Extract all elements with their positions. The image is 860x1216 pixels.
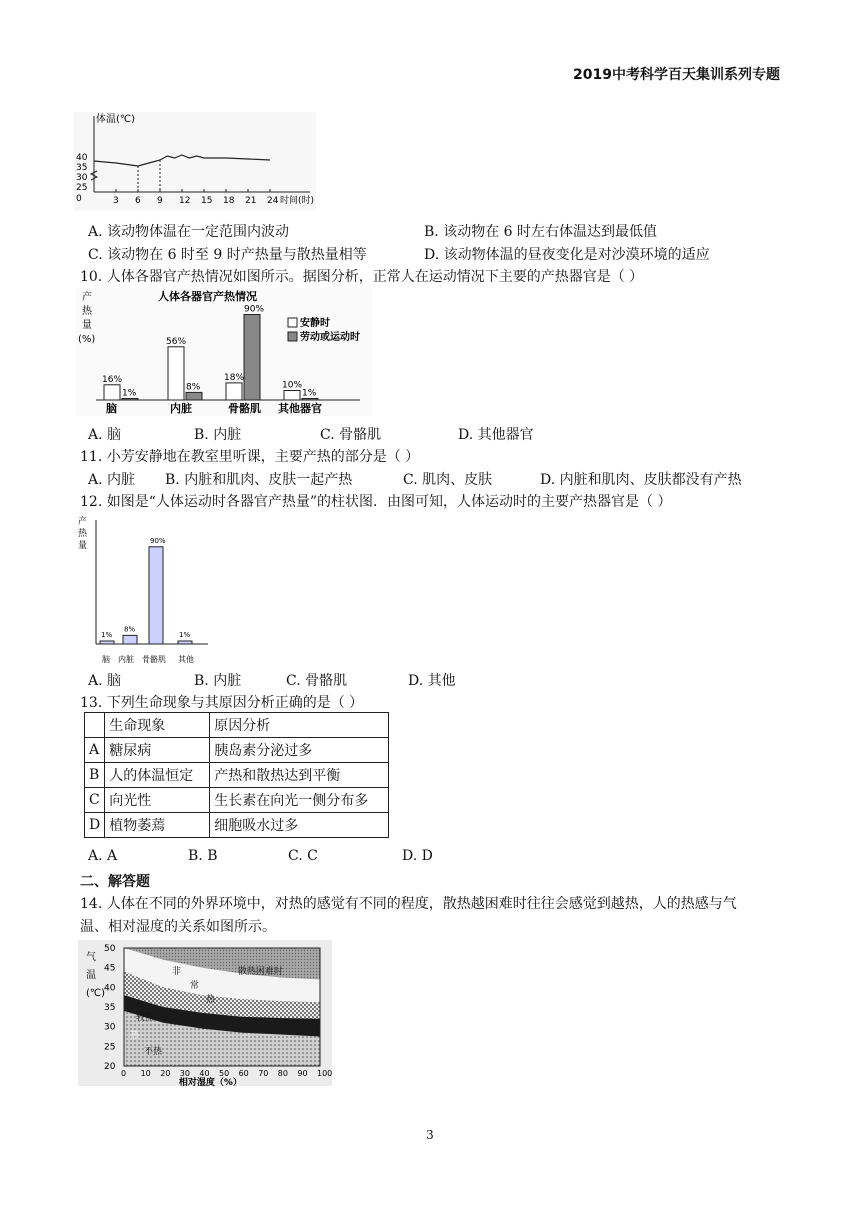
- legend-label: 劳动或运动时: [300, 332, 360, 343]
- table-cell: 人的体温恒定: [105, 763, 210, 788]
- bar-rest: [104, 385, 120, 400]
- bar-active: [244, 315, 260, 401]
- x-tick-label: 15: [201, 196, 213, 206]
- data-label: 1%: [179, 631, 191, 639]
- q9-option-b[interactable]: B. 该动物在 6 时左右体温达到最低值: [424, 224, 657, 240]
- y-tick-label: 30: [104, 1022, 116, 1033]
- y-tick-label: 20: [104, 1062, 116, 1072]
- table-cell: B: [85, 763, 105, 788]
- bar-rest: [284, 391, 300, 401]
- data-label: 8%: [124, 625, 136, 634]
- x-tick-label: 60: [238, 1069, 249, 1078]
- chart-title: 人体各器官产热情况: [158, 290, 257, 303]
- q10-option-a[interactable]: A. 脑: [88, 427, 122, 443]
- region-label: 常: [190, 981, 200, 991]
- x-tick-label: 50: [219, 1069, 230, 1078]
- bar-active: [186, 392, 202, 400]
- y-tick-label: 40: [76, 153, 88, 163]
- y-axis-label: 体温(℃): [96, 114, 136, 125]
- q10-option-d[interactable]: D. 其他器官: [458, 427, 534, 443]
- x-tick-label: 9: [157, 196, 163, 206]
- y-tick-label: 25: [104, 1042, 116, 1053]
- category-label: 脑: [106, 402, 117, 415]
- y-tick-label: 40: [104, 983, 116, 994]
- table-cell: 向光性: [105, 788, 210, 813]
- question-14-line-1: 14. 人体在不同的外界环境中，对热的感觉有不同的程度，散热越困难时往往会感觉到越热，人的热感与气: [80, 896, 737, 912]
- table-cell: 原因分析: [210, 713, 389, 738]
- table-cell: 细胞吸水过多: [210, 813, 389, 838]
- organ-heat-bar-chart: [76, 288, 372, 416]
- y-tick-label: 25: [76, 183, 88, 193]
- section-heading: 二、解答题: [80, 874, 150, 890]
- exercise-heat-bar-chart: [76, 512, 216, 668]
- data-label: 56%: [166, 336, 187, 347]
- y-tick-label: 35: [76, 163, 88, 173]
- y-axis-label: 温: [86, 970, 96, 981]
- y-tick-label: 50: [104, 944, 116, 954]
- question-11: 11. 小芳安静地在教室里听课，主要产热的部分是（ ）: [80, 449, 420, 465]
- q10-option-c[interactable]: C. 骨骼肌: [320, 427, 382, 443]
- table-cell: 生命现象: [105, 713, 210, 738]
- table-row: [85, 763, 389, 788]
- category-label: 内脏: [118, 655, 134, 664]
- table-cell: 糖尿病: [105, 738, 210, 763]
- table-cell: [85, 713, 105, 738]
- table-cell: D: [85, 813, 105, 838]
- legend-label: 安静时: [300, 318, 330, 329]
- q9-option-c[interactable]: C. 该动物在 6 时至 9 时产热量与散热量相等: [88, 247, 367, 263]
- x-tick-label: 70: [258, 1069, 269, 1078]
- x-tick-label: 21: [245, 196, 257, 206]
- table-cell: 植物萎蔫: [105, 813, 210, 838]
- region-label: 非: [172, 967, 182, 977]
- bar: [178, 641, 192, 644]
- q10-option-b[interactable]: B. 内脏: [194, 427, 242, 443]
- y-axis-label: (%): [78, 334, 96, 345]
- y-axis-label: (℃): [86, 988, 106, 999]
- category-label: 其他: [178, 655, 194, 664]
- q9-option-a[interactable]: A. 该动物体温在一定范围内波动: [88, 224, 290, 240]
- temperature-line-chart: [74, 112, 316, 210]
- region-label: 不热: [144, 1047, 163, 1057]
- page-header: 2019中考科学百天集训系列专题: [573, 67, 780, 83]
- data-label: 16%: [102, 374, 123, 385]
- data-label: 8%: [186, 382, 201, 393]
- legend-swatch-rest: [288, 318, 297, 327]
- bar-rest: [168, 347, 184, 400]
- table-cell: A: [85, 738, 105, 763]
- data-label: 18%: [224, 372, 245, 383]
- q11-option-a[interactable]: A. 内脏: [88, 472, 136, 488]
- x-tick-label: 80: [277, 1069, 288, 1078]
- question-14-line-2: 温、相对湿度的关系如图所示。: [80, 919, 276, 935]
- category-label: 其他器官: [278, 402, 322, 415]
- table-cell: 胰岛素分泌过多: [210, 738, 389, 763]
- category-label: 内脏: [170, 402, 192, 415]
- q11-option-c[interactable]: C. 肌肉、皮肤: [403, 472, 493, 488]
- page-number: 3: [426, 1128, 434, 1142]
- question-12: 12. 如图是“人体运动时各器官产热量”的柱状图．由图可知，人体运动时的主要产热器官是（ ）: [80, 494, 672, 510]
- question-13: 13. 下列生命现象与其原因分析正确的是（ ）: [80, 695, 364, 711]
- q12-option-d[interactable]: D. 其他: [408, 673, 456, 689]
- bar-active: [302, 399, 318, 401]
- region-label: 较热: [136, 1013, 155, 1023]
- y-tick-label: 30: [76, 173, 88, 183]
- y-tick-label: 35: [104, 1003, 116, 1013]
- y-axis-label: 量: [78, 541, 88, 551]
- y-axis-label: 产: [82, 292, 92, 303]
- y-axis-label: 产: [78, 517, 88, 527]
- question-10: 10. 人体各器官产热情况如图所示。据图分析，正常人在运动情况下主要的产热器官是（ ）: [80, 269, 644, 285]
- x-tick-label: 18: [223, 196, 235, 206]
- table-cell: 生长素在向光一侧分布多: [210, 788, 389, 813]
- q12-option-c[interactable]: C. 骨骼肌: [286, 673, 348, 689]
- y-axis-label: 气: [86, 952, 96, 963]
- x-tick-label: 100: [317, 1069, 332, 1078]
- bar-rest: [226, 383, 242, 400]
- data-label: 90%: [150, 536, 166, 545]
- q13-table: [84, 712, 389, 838]
- region-label: 散热困难时: [238, 967, 284, 977]
- q13-option-a[interactable]: A. A: [88, 848, 118, 864]
- x-tick-label: 3: [113, 196, 119, 206]
- category-label: 骨骼肌: [228, 402, 261, 415]
- category-label: 脑: [102, 655, 110, 664]
- x-tick-label: 30: [179, 1069, 190, 1078]
- x-tick-label: 24: [267, 196, 279, 206]
- q13-option-b[interactable]: B. B: [188, 848, 218, 864]
- bar: [123, 635, 137, 644]
- x-tick-label: 12: [179, 196, 191, 206]
- data-label: 1%: [302, 388, 317, 399]
- table-row: [85, 738, 389, 763]
- y-tick-label: 45: [104, 963, 116, 974]
- x-tick-label: 90: [297, 1069, 308, 1078]
- q11-option-d[interactable]: D. 内脏和肌肉、皮肤都没有产热: [540, 472, 742, 488]
- table-row: [85, 788, 389, 813]
- q11-option-b[interactable]: B. 内脏和肌肉、皮肤一起产热: [165, 472, 353, 488]
- region-label: 热: [206, 995, 216, 1005]
- q12-option-b[interactable]: B. 内脏: [194, 673, 242, 689]
- table-cell: C: [85, 788, 105, 813]
- data-label: 1%: [101, 631, 113, 639]
- table-header-row: [85, 713, 389, 738]
- y-axis-label: 热: [78, 529, 88, 539]
- x-tick-label: 6: [135, 196, 141, 206]
- table-row: [85, 813, 389, 838]
- q13-option-c[interactable]: C. C: [288, 848, 318, 864]
- x-tick-label: 10: [140, 1069, 151, 1078]
- y-axis-label: 热: [82, 306, 92, 317]
- x-tick-label: 20: [160, 1069, 171, 1078]
- y-tick-label: 0: [76, 194, 82, 204]
- heat-sensation-chart: [78, 940, 332, 1086]
- bar-active: [122, 399, 138, 401]
- bar: [100, 641, 114, 644]
- y-axis-label: 量: [82, 320, 92, 331]
- q12-option-a[interactable]: A. 脑: [88, 673, 122, 689]
- data-label: 1%: [122, 388, 137, 399]
- category-label: 骨骼肌: [142, 655, 166, 664]
- region-label: 热: [130, 1031, 140, 1041]
- bar: [149, 547, 163, 644]
- x-axis-label: 相对湿度（%）: [178, 1078, 242, 1086]
- legend-swatch-active: [288, 332, 297, 341]
- x-tick-label: 0: [121, 1069, 127, 1078]
- q13-option-d[interactable]: D. D: [402, 848, 433, 864]
- table-cell: 产热和散热达到平衡: [210, 763, 389, 788]
- x-tick-label: 40: [199, 1069, 210, 1078]
- data-label: 90%: [244, 304, 265, 315]
- data-label: 10%: [282, 380, 303, 391]
- q9-option-d[interactable]: D. 该动物体温的昼夜变化是对沙漠环境的适应: [424, 247, 710, 263]
- x-axis-label: 时间(时): [280, 196, 315, 206]
